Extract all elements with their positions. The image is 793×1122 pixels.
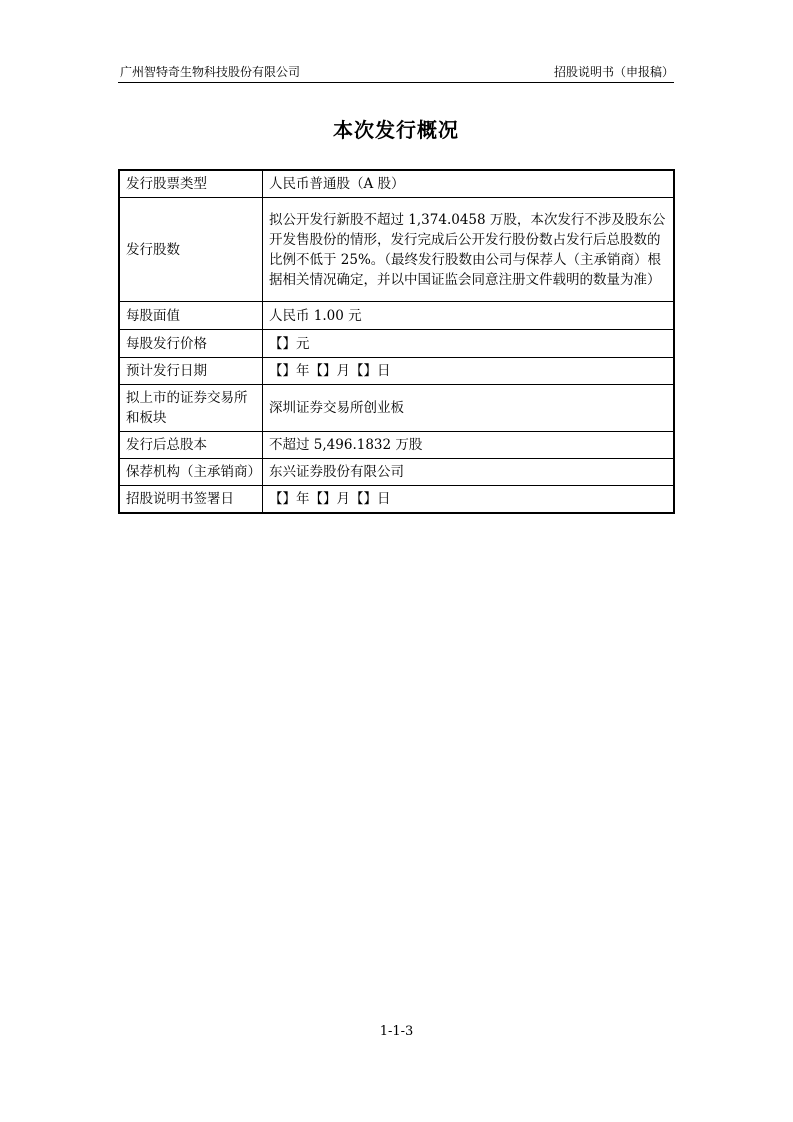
table-row: [119, 486, 674, 514]
header-company-name: 广州智特奇生物科技股份有限公司: [120, 65, 301, 79]
table-row: [119, 330, 674, 358]
table-row: [119, 198, 674, 302]
row-value: 【】年【】月【】日: [263, 486, 675, 514]
row-label: 发行股数: [119, 198, 263, 302]
table-row: [119, 385, 674, 432]
page-title: 本次发行概况: [333, 118, 459, 142]
row-label: 每股发行价格: [119, 330, 263, 358]
row-label: 预计发行日期: [119, 358, 263, 385]
row-value: 拟公开发行新股不超过 1,374.0458 万股，本次发行不涉及股东公开发售股份的情形，发行完成后公开发行股份数占发行后总股数的比例不低于 25%。（最终发行股数由公司与保荐人（主承销商）根据相关情况确定，并以中国证监会同意注册文件载明的数量为准）: [263, 198, 675, 302]
table-row: [119, 459, 674, 486]
row-value: 人民币普通股（A 股）: [263, 170, 675, 198]
header-document-type: 招股说明书（申报稿）: [553, 65, 674, 79]
row-label: 招股说明书签署日: [119, 486, 263, 514]
row-value: 【】元: [263, 330, 675, 358]
row-value: 人民币 1.00 元: [263, 302, 675, 330]
page-header: [118, 64, 674, 83]
row-value: 东兴证券股份有限公司: [263, 459, 675, 486]
table-row: [119, 432, 674, 459]
row-label: 发行后总股本: [119, 432, 263, 459]
page-number: 1-1-3: [379, 1024, 414, 1039]
table-row: [119, 358, 674, 385]
row-value: 不超过 5,496.1832 万股: [263, 432, 675, 459]
row-label: 拟上市的证券交易所和板块: [119, 385, 263, 432]
row-label: 发行股票类型: [119, 170, 263, 198]
row-label: 每股面值: [119, 302, 263, 330]
row-value: 【】年【】月【】日: [263, 358, 675, 385]
table-row: [119, 302, 674, 330]
row-label: 保荐机构（主承销商）: [119, 459, 263, 486]
offering-overview-table: [118, 169, 675, 514]
row-value: 深圳证券交易所创业板: [263, 385, 675, 432]
table-row: [119, 170, 674, 198]
